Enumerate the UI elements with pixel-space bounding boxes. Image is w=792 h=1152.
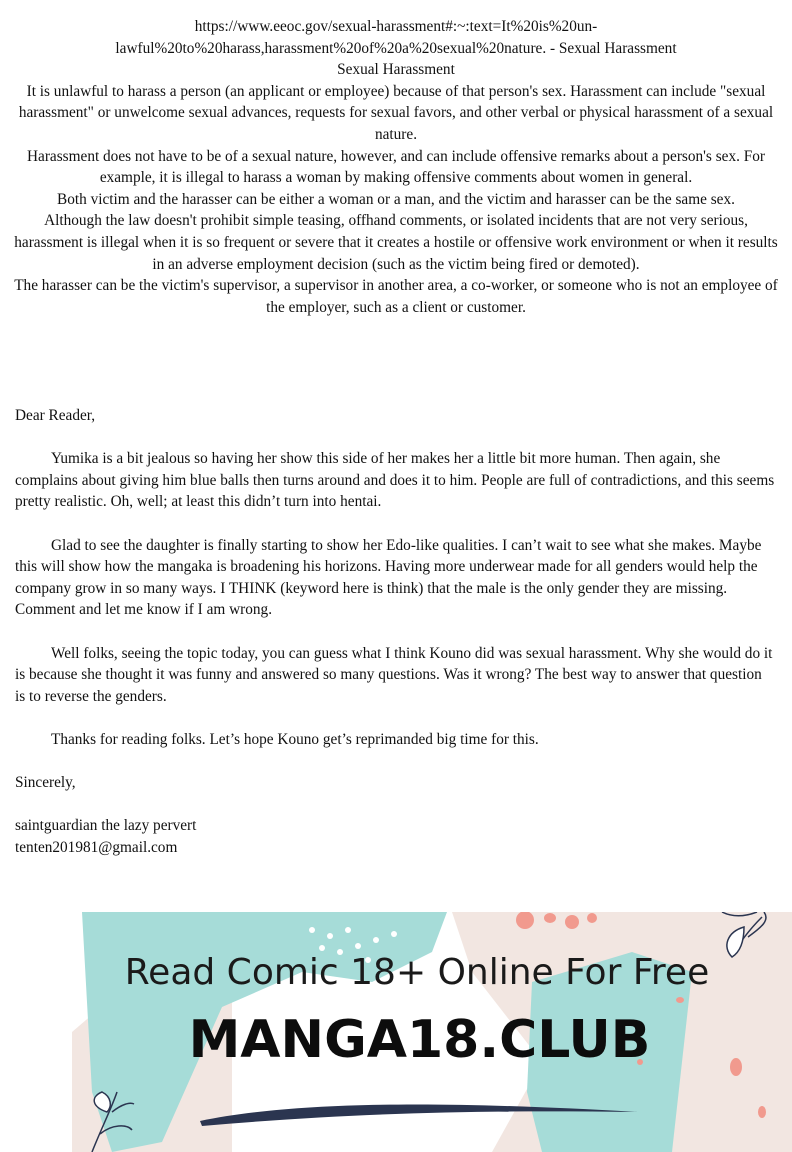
spacer — [15, 707, 775, 729]
article-paragraph: It is unlawful to harass a person (an applicant or employee) because of that person's sex. Harassment can include "sexual harassment" or unwelcome sexual advances, requests for sexual favors, and other verbal or physical harassment of a sexual nature. — [18, 82, 774, 143]
spacer — [15, 751, 775, 773]
letter-paragraph: Thanks for reading folks. Let’s hope Kouno get’s reprimanded big time for this. — [51, 730, 539, 748]
banner-tagline[interactable]: Read Comic 18+ Online For Free — [124, 952, 710, 993]
signature-email[interactable]: tenten201981@gmail.com — [15, 838, 178, 856]
spacer — [15, 427, 775, 449]
article-paragraph: Both victim and the harasser can be either a woman or a man, and the victim and harasser can be the same sex. — [57, 190, 735, 208]
letter-paragraph: Well folks, seeing the topic today, you can guess what I think Kouno did was sexual harassment. Why she would do it is because she thought it was funny and answered so many questions. Was it wrong? The best way to answer that question is to reverse the genders. — [15, 644, 773, 705]
source-excerpt — [12, 16, 780, 318]
spacer — [15, 513, 775, 535]
letter-paragraph: Glad to see the daughter is finally starting to show her Edo-like qualities. I can’t wait to see what she makes. Maybe this will show how the mangaka is broadening his horizons. Having more underwear made for all genders would help the company grow in so many ways. I THINK (keyword here is think) that the male is the only gender they are missing. Comment and let me know if I am wrong. — [15, 536, 762, 619]
letter-body — [15, 405, 775, 858]
source-url-line-1[interactable]: https://www.eeoc.gov/sexual-harassment#:~:text=It%20is%20un- — [194, 18, 598, 35]
article-paragraph: The harasser can be the victim's supervisor, a supervisor in another area, a co-worker, or someone who is not an employee of the employer, such as a client or customer. — [14, 277, 778, 316]
signature-name: saintguardian the lazy pervert — [15, 817, 197, 835]
source-heading: Sexual Harassment — [337, 61, 455, 79]
letter-closing: Sincerely, — [15, 774, 76, 792]
spacer — [15, 794, 775, 816]
letter-greeting: Dear Reader, — [15, 407, 96, 424]
article-paragraph: Harassment does not have to be of a sexual nature, however, and can include offensive remarks about a person's sex. For example, it is illegal to harass a woman by making offensive comments about women in general. — [27, 147, 765, 187]
source-url-line-2[interactable]: lawful%20to%20harass,harassment%20of%20a%20sexual%20nature. - Sexual Harassment — [115, 39, 677, 57]
banner-site-name[interactable]: MANGA18.CLUB — [188, 1010, 651, 1070]
promo-banner[interactable] — [72, 912, 792, 1152]
letter-paragraph: Yumika is a bit jealous so having her show this side of her makes her a little bit more human. Then again, she complains about giving him blue balls then turns around and does it to him. People are full of contradictions, and this seems pretty realistic. Oh, well; at least this didn’t turn into hentai. — [15, 450, 775, 511]
article-paragraph: Although the law doesn't prohibit simple teasing, offhand comments, or isolated incidents that are not very serious, harassment is illegal when it is so frequent or severe that it creates a hostile or offensive work environment or when it results in an adverse employment decision (such as the victim being fired or demoted). — [14, 212, 778, 273]
spacer — [15, 621, 775, 643]
